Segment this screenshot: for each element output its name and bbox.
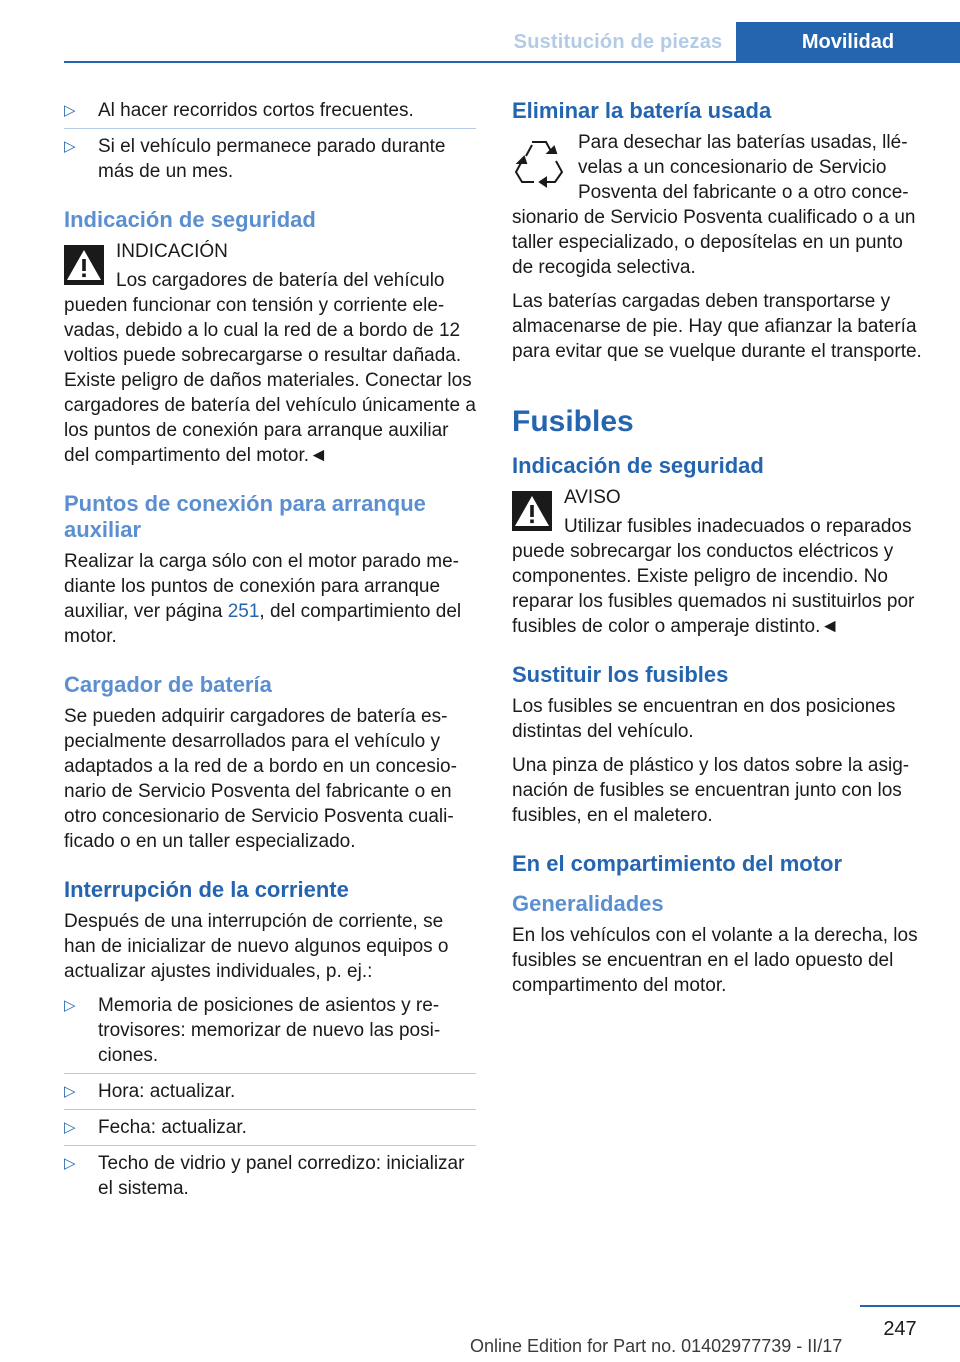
paragraph: Realizar la carga sólo con el motor parado mediante los puntos de conexión para arranque auxiliar, ver página 251, del compartimiento del motor. xyxy=(64,551,462,647)
notice-box xyxy=(64,239,476,468)
section-heading: Interrupción de la corriente xyxy=(64,877,349,902)
list-item: ▷ Hora: actualizar. xyxy=(64,1081,236,1102)
paragraph: Se pueden adquirir cargadores de batería especialmente desarrollados para el vehículo y adaptados a la red de a bordo en un concesionario de Servicio Posventa del fabricante o en otro concesionario de Servicio Posventa cualificado o en un taller especializado. xyxy=(64,706,457,852)
list-separator xyxy=(64,1145,476,1146)
section-heading: Generalidades xyxy=(512,891,664,916)
section-heading: Sustituir los fusibles xyxy=(512,662,729,687)
paragraph: Las baterías cargadas deben transportarse y almacenarse de pie. Hay que afianzar la batería para evitar que se vuelque durante el transporte. xyxy=(512,291,922,362)
page-number: 247 xyxy=(883,1318,917,1340)
chapter-title: Fusibles xyxy=(512,405,634,438)
section-heading: Cargador de batería xyxy=(64,672,272,697)
recycling-icon xyxy=(512,134,566,188)
paragraph: Para desechar las baterías usadas, llévelas a un concesionario de Servicio Posventa del fabricante o a otro concesionario de Servicio Posventa cualificado o a un taller especializado, o deposítelas en un punto de recogida selectiva. xyxy=(512,132,916,278)
triangle-right-icon: ▷ xyxy=(64,102,76,119)
section-heading: Indicación de seguridad xyxy=(64,207,316,232)
paragraph: En los vehículos con el volante a la derecha, los fusibles se encuentran en el lado opuesto del compartimento del motor. xyxy=(512,925,918,996)
notice-text: Utilizar fusibles inadecuados o reparados puede sobrecargar los conductos eléctricos y componentes. Existe peligro de incendio. No reparar los fusibles quemados ni sustituirlos por fusibles de color o amperaje distinto.◄ xyxy=(512,516,915,637)
header-chapter-tab: Movilidad xyxy=(736,22,960,62)
header-section-tab: Sustitución de piezas xyxy=(500,22,736,62)
list-item: ▷ Fecha: actualizar. xyxy=(64,1117,247,1138)
section-heading: En el compartimiento del motor xyxy=(512,851,843,876)
notice-text: Los cargadores de batería del vehículo pueden funcionar con tensión y corriente elevadas, debido a lo cual la red de a bordo de 12 voltios puede sobrecargarse o resultar dañada. Existe peligro de daños materiales. Conectar los cargadores de batería del vehículo únicamente a los puntos de conexión para arranque auxiliar del compartimento del motor.◄ xyxy=(64,270,476,466)
list-item: ▷ Al hacer recorridos cortos frecuentes. xyxy=(64,100,414,121)
top-bullet-list xyxy=(64,98,476,184)
paragraph: Los fusibles se encuentran en dos posiciones distintas del vehículo. xyxy=(512,696,896,742)
paragraph: Después de una interrupción de corriente, se han de inicializar de nuevo algunos equipos o actualizar ajustes individuales, p. ej.: xyxy=(64,911,449,982)
left-column xyxy=(64,98,476,1210)
footer-edition: Online Edition for Part no. 01402977739 - II/17 xyxy=(470,1336,843,1356)
list-separator xyxy=(64,1109,476,1110)
list-item: ▷ Techo de vidrio y panel corredizo: inicializar el sistema. xyxy=(64,1153,465,1199)
warning-triangle-icon xyxy=(64,245,104,285)
section-heading: Indicación de seguridad xyxy=(512,453,764,478)
page-reference-link[interactable]: 251 xyxy=(227,601,260,622)
triangle-right-icon: ▷ xyxy=(64,1083,76,1100)
list-separator xyxy=(64,1073,476,1074)
page-number-rule xyxy=(860,1305,960,1307)
section-heading: Eliminar la batería usada xyxy=(512,98,772,123)
notice-title: AVISO xyxy=(564,487,621,508)
power-bullet-list xyxy=(64,993,476,1201)
triangle-right-icon: ▷ xyxy=(64,138,76,155)
list-item: ▷ Si el vehículo permanece parado durante más de un mes. xyxy=(64,136,446,182)
header-rule xyxy=(64,61,960,63)
triangle-right-icon: ▷ xyxy=(64,1119,76,1136)
notice-box xyxy=(512,485,926,639)
triangle-right-icon: ▷ xyxy=(64,997,76,1014)
recycling-notice xyxy=(512,130,926,280)
right-column xyxy=(512,98,926,1007)
list-separator xyxy=(64,128,476,129)
list-item: ▷ Memoria de posiciones de asientos y retrovisores: memorizar de nuevo las posiciones. xyxy=(64,995,441,1066)
paragraph: Una pinza de plástico y los datos sobre la asignación de fusibles se encuentran junto con los fusibles, en el maletero. xyxy=(512,755,910,826)
triangle-right-icon: ▷ xyxy=(64,1155,76,1172)
warning-triangle-icon xyxy=(512,491,552,531)
section-heading: Puntos de conexión para arranque auxiliar xyxy=(64,491,426,542)
notice-title: INDICACIÓN xyxy=(116,241,228,262)
